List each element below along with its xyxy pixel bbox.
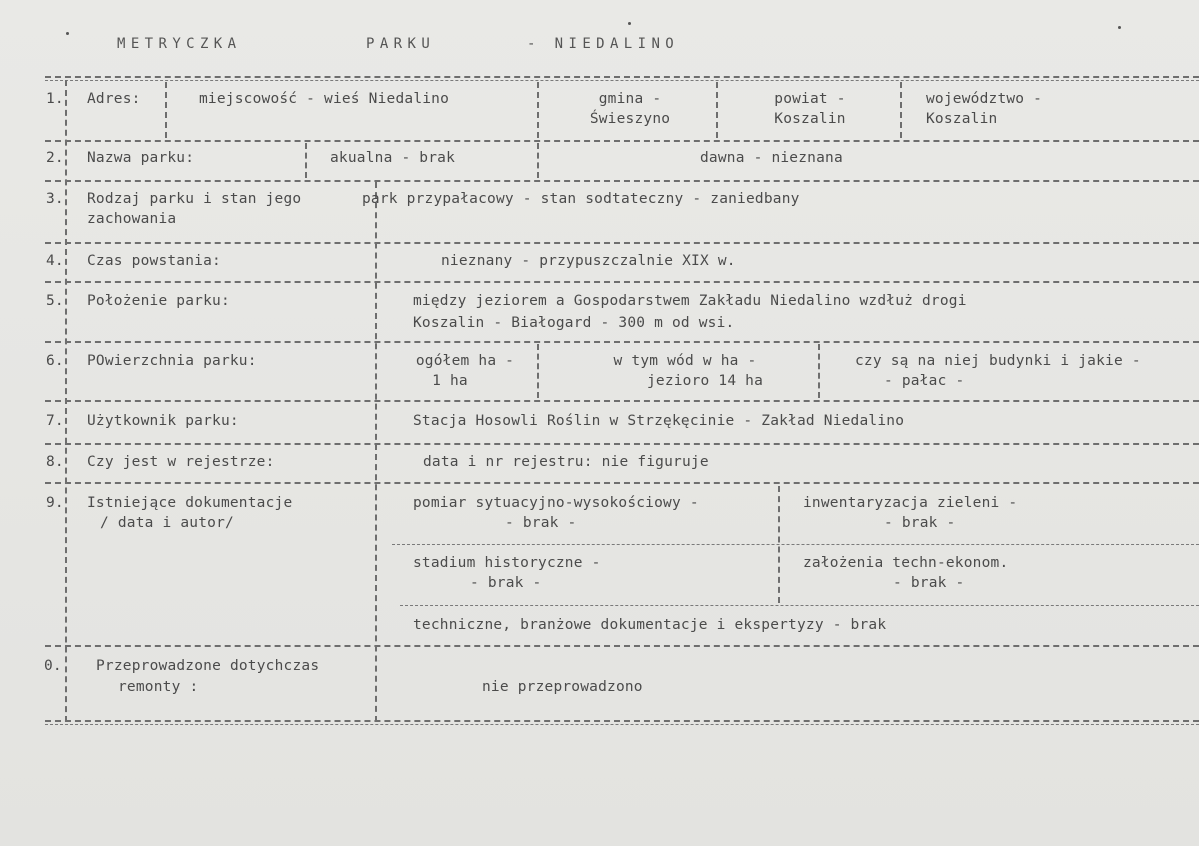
creation-time-label: Czas powstania: <box>87 253 221 269</box>
row-number: 6. <box>46 353 64 369</box>
doc-historical-value: - brak - <box>470 575 542 591</box>
repairs-label: Przeprowadzone dotychczas <box>96 658 320 674</box>
doc-other: techniczne, branżowe dokumentacje i ekspertyzy - brak <box>413 617 887 633</box>
address-wojewodztwo: województwo - <box>926 91 1043 107</box>
address-gmina: gmina - <box>598 91 662 107</box>
ink-speck <box>66 32 69 35</box>
row-number: 3. <box>46 191 64 207</box>
creation-time-value: nieznany - przypuszczalnie XIX w. <box>441 253 736 269</box>
doc-historical: stadium historyczne - <box>413 555 601 571</box>
doc-tech-econ: założenia techn-ekonom. <box>803 555 1009 571</box>
ink-speck <box>1118 26 1121 29</box>
area-buildings: czy są na niej budynki i jakie - <box>855 353 1141 369</box>
doc-survey-value: - brak - <box>505 515 577 531</box>
location-value: między jeziorem a Gospodarstwem Zakładu Niedalino wzdłuż drogi <box>413 293 967 309</box>
doc-survey: pomiar sytuacyjno-wysokościowy - <box>413 495 699 511</box>
location-label: Położenie parku: <box>87 293 230 309</box>
location-value-cont: Koszalin - Białogard - 300 m od wsi. <box>413 315 735 331</box>
ink-speck <box>628 22 631 25</box>
row-divider <box>45 443 1199 445</box>
park-type-label-cont: zachowania <box>87 211 177 227</box>
register-value: data i nr rejestru: nie figuruje <box>423 454 709 470</box>
sub-row-divider <box>392 544 1199 545</box>
row-divider <box>45 140 1199 142</box>
address-label: Adres: <box>87 91 141 107</box>
row-number: 0. <box>44 658 62 674</box>
address-locality: miejscowość - wieś Niedalino <box>199 91 450 107</box>
area-total: ogółem ha - <box>415 353 515 369</box>
cell-divider <box>537 82 539 138</box>
user-label: Użytkownik parku: <box>87 413 239 429</box>
row-divider <box>45 180 1199 182</box>
label-column-divider <box>375 182 377 722</box>
park-type-label: Rodzaj parku i stan jego <box>87 191 302 207</box>
doc-greenery: inwentaryzacja zieleni - <box>803 495 1018 511</box>
table-bottom-border <box>45 720 1199 722</box>
row-divider <box>45 281 1199 283</box>
title-parku: PARKU <box>366 36 436 52</box>
address-powiat: powiat - <box>774 91 846 107</box>
park-name-label: Nazwa parku: <box>87 150 195 166</box>
documentation-label-cont: / data i autor/ <box>100 515 234 531</box>
row-number: 5. <box>46 293 64 309</box>
cell-divider <box>716 82 718 138</box>
cell-divider <box>305 143 307 178</box>
cell-divider <box>778 486 780 603</box>
user-value: Stacja Hosowli Roślin w Strzękęcinie - Zakład Niedalino <box>413 413 905 429</box>
row-number: 4. <box>46 253 64 269</box>
area-label: POwierzchnia parku: <box>87 353 257 369</box>
row-divider <box>45 242 1199 244</box>
register-label: Czy jest w rejestrze: <box>87 454 275 470</box>
cell-divider <box>537 143 539 178</box>
table-top-border <box>45 76 1199 78</box>
number-column-divider <box>65 80 67 722</box>
address-wojewodztwo-value: Koszalin <box>926 111 998 127</box>
repairs-label-cont: remonty : <box>118 679 199 695</box>
sub-row-divider <box>400 605 1199 606</box>
cell-divider <box>165 82 167 138</box>
area-water: w tym wód w ha - <box>613 353 757 369</box>
row-divider <box>45 482 1199 484</box>
cell-divider <box>537 344 539 398</box>
table-bottom-border-inner <box>45 724 1199 725</box>
park-type-value: park przypałacowy - stan sodtateczny - zaniedbany <box>362 191 800 207</box>
row-number: 7. <box>46 413 64 429</box>
area-total-value: 1 ha <box>432 373 468 389</box>
park-name-current: akualna - brak <box>330 150 456 166</box>
repairs-value: nie przeprowadzono <box>482 679 643 695</box>
row-number: 2. <box>46 150 64 166</box>
title-metryczka: METRYCZKA <box>117 36 242 52</box>
doc-greenery-value: - brak - <box>884 515 956 531</box>
doc-tech-econ-value: - brak - <box>893 575 965 591</box>
row-divider <box>45 400 1199 402</box>
row-number: 8. <box>46 454 64 470</box>
cell-divider <box>900 82 902 138</box>
park-name-former: dawna - nieznana <box>700 150 843 166</box>
documentation-label: Istniejące dokumentacje <box>87 495 293 511</box>
row-divider <box>45 341 1199 343</box>
table-top-border-inner <box>45 80 1199 81</box>
row-number: 1. <box>46 91 64 107</box>
row-divider <box>45 645 1199 647</box>
area-buildings-value: - pałac - <box>884 373 965 389</box>
title-niedalino: - NIEDALINO <box>527 36 680 52</box>
address-gmina-value: Świeszyno <box>589 111 671 127</box>
address-powiat-value: Koszalin <box>774 111 846 127</box>
row-number: 9. <box>46 495 64 511</box>
area-water-value: jezioro 14 ha <box>646 373 764 389</box>
